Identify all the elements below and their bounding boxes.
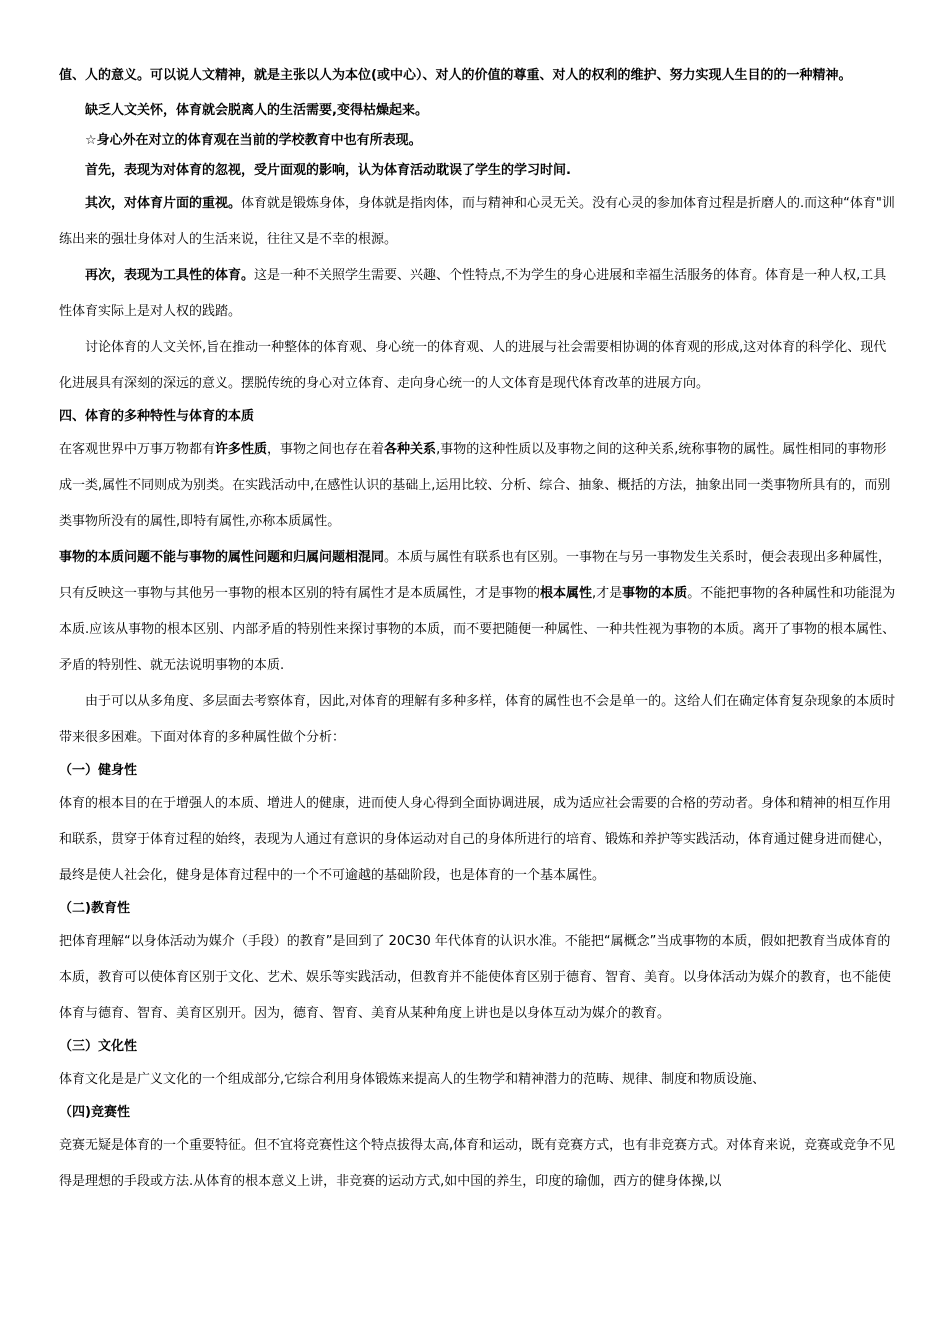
text-run: ，事物之间也存在着 [267,442,385,457]
emphasis-many-properties: 许多性质 [215,442,268,457]
paragraph-second-body: 体育就是锻炼身体，身体就是指肉体，而与精神和心灵无关。没有心灵的参加体育过程是折磨人的.而这种“体育"训练出来的强壮身体对人的生活来说，往往又是不幸的根源。 [59,196,895,247]
subsection-heading-culture: （三）文化性 [59,1039,138,1054]
emphasis-fundamental-attribute: 根本属性 [540,586,593,601]
document-body [59,58,897,1200]
paragraph-third-lead: 再次，表现为工具性的体育。 [85,268,255,283]
emphasis-essence: 事物的本质 [622,586,688,601]
paragraph-third-body: 这是一种不关照学生需要、兴趣、个性特点,不为学生的身心进展和幸福生活服务的体育。体育是一种人权,工具性体育实际上是对人权的践踏。 [59,268,887,319]
paragraph-education: 把体育理解“以身体活动为媒介（手段）的教育”是回到了 20C30 年代体育的认识水准。不能把“属概念”当成事物的本质，假如把教育当成体育的本质，教育可以使体育区别于文化、艺术、娱乐等实践活动，但教育并不能使体育区别于德育、智育、美育。以身体活动为媒介的教育，也不能使体育与德育、智育、美育区别开。因为，德育、智育、美育从某种角度上讲也是以身体互动为媒介的教育。 [59,934,892,1021]
subsection-heading-fitness: （一）健身性 [59,763,138,778]
paragraph-first: 首先，表现为对体育的忽视，受片面观的影响，认为体育活动耽误了学生的学习时间. [85,163,571,178]
paragraph-second [59,186,897,258]
section-heading-4: 四、体育的多种特性与体育的本质 [59,409,255,424]
paragraph-essence [59,540,897,684]
paragraph-fitness: 体育的根本目的在于增强人的本质、增进人的健康，进而使人身心得到全面协调进展，成为适应社会需要的合格的劳动者。身体和精神的相互作用和联系，贯穿于体育过程的始终，表现为人通过有意识的身体运动对自己的身体所进行的培育、锻炼和养护等实践活动，体育通过健身进而健心，最终是使人社会化，健身是体育过程中的一个不可逾越的基础阶段，也是体育的一个基本属性。 [59,796,892,883]
paragraph-competition: 竞赛无疑是体育的一个重要特征。但不宜将竞赛性这个特点拔得太高,体育和运动，既有竞赛方式，也有非竞赛方式。对体育来说，竞赛或竞争不见得是理想的手段或方法.从体育的根本意义上讲，非竞赛的运动方式,如中国的养生，印度的瑜伽，西方的健身体操,以 [59,1138,896,1189]
paragraph-lack-of-care: 缺乏人文关怀，体育就会脱离人的生活需要,变得枯燥起来。 [85,103,428,118]
subsection-heading-competition: （四)竞赛性 [59,1105,130,1120]
paragraph-third [59,258,897,330]
paragraph-attributes [59,432,897,540]
text-run: ,才是 [592,586,623,601]
emphasis-various-relations: 各种关系 [384,442,437,457]
paragraph-culture: 体育文化是是广义文化的一个组成部分,它综合利用身体锻炼来提高人的生物学和精神潜力的范畴、规律、制度和物质设施、 [59,1072,766,1087]
emphasis-essence-question: 事物的本质问题不能与事物的属性问题和归属问题相混同 [59,550,385,565]
text-run: 在客观世界中万事万物都有 [59,442,216,457]
paragraph-humanistic-spirit: 值、人的意义。可以说人文精神，就是主张以人为本位(或中心）、对人的价值的尊重、对人的权利的维护、努力实现人生目的的一种精神。 [59,68,852,83]
text-run: 。不能把事物的各种属性和功能混为本质.应该从事物的根本区别、内部矛盾的特别性来探讨事物的本质，而不要把随便一种属性、一种共性视为事物的本质。离开了事物的根本属性、矛盾的特别性、就无法说明事物的本质. [59,586,896,673]
paragraph-second-lead: 其次，对体育片面的重视。 [85,196,242,211]
paragraph-humanistic-discussion: 讨论体育的人文关怀,旨在推动一种整体的体育观、身心统一的体育观、人的进展与社会需要相协调的体育观的形成,这对体育的科学化、现代化进展具有深刻的深远的意义。摆脱传统的身心对立体育、走向身心统一的人文体育是现代体育改革的进展方向。 [59,340,887,391]
paragraph-multiple-perspectives: 由于可以从多角度、多层面去考察体育，因此,对体育的理解有多种多样，体育的属性也不会是单一的。这给人们在确定体育复杂现象的本质时带来很多困难。下面对体育的多种属性做个分析： [59,694,896,745]
subsection-heading-education: （二)教育性 [59,901,130,916]
text-run: 。本质与属性有联系也有区别。一事物在与另一事物发生关系时，便会表现出多种属性，只有反映这一事物与其他另一事物的根本区别的特有属性才是本质属性，才是事物的 [59,550,892,601]
paragraph-opposition-view: ☆身心外在对立的体育观在当前的学校教育中也有所表现。 [85,133,422,148]
text-run: ,事物的这种性质以及事物之间的这种关系,统称事物的属性。属性相同的事物形成一类,属性不同则成为别类。在实践活动中,在感性认识的基础上,运用比较、分析、综合、抽象、概括的方法，抽象出同一类事物所具有的，而别类事物所没有的属性,即特有属性,亦称本质属性。 [59,442,891,529]
